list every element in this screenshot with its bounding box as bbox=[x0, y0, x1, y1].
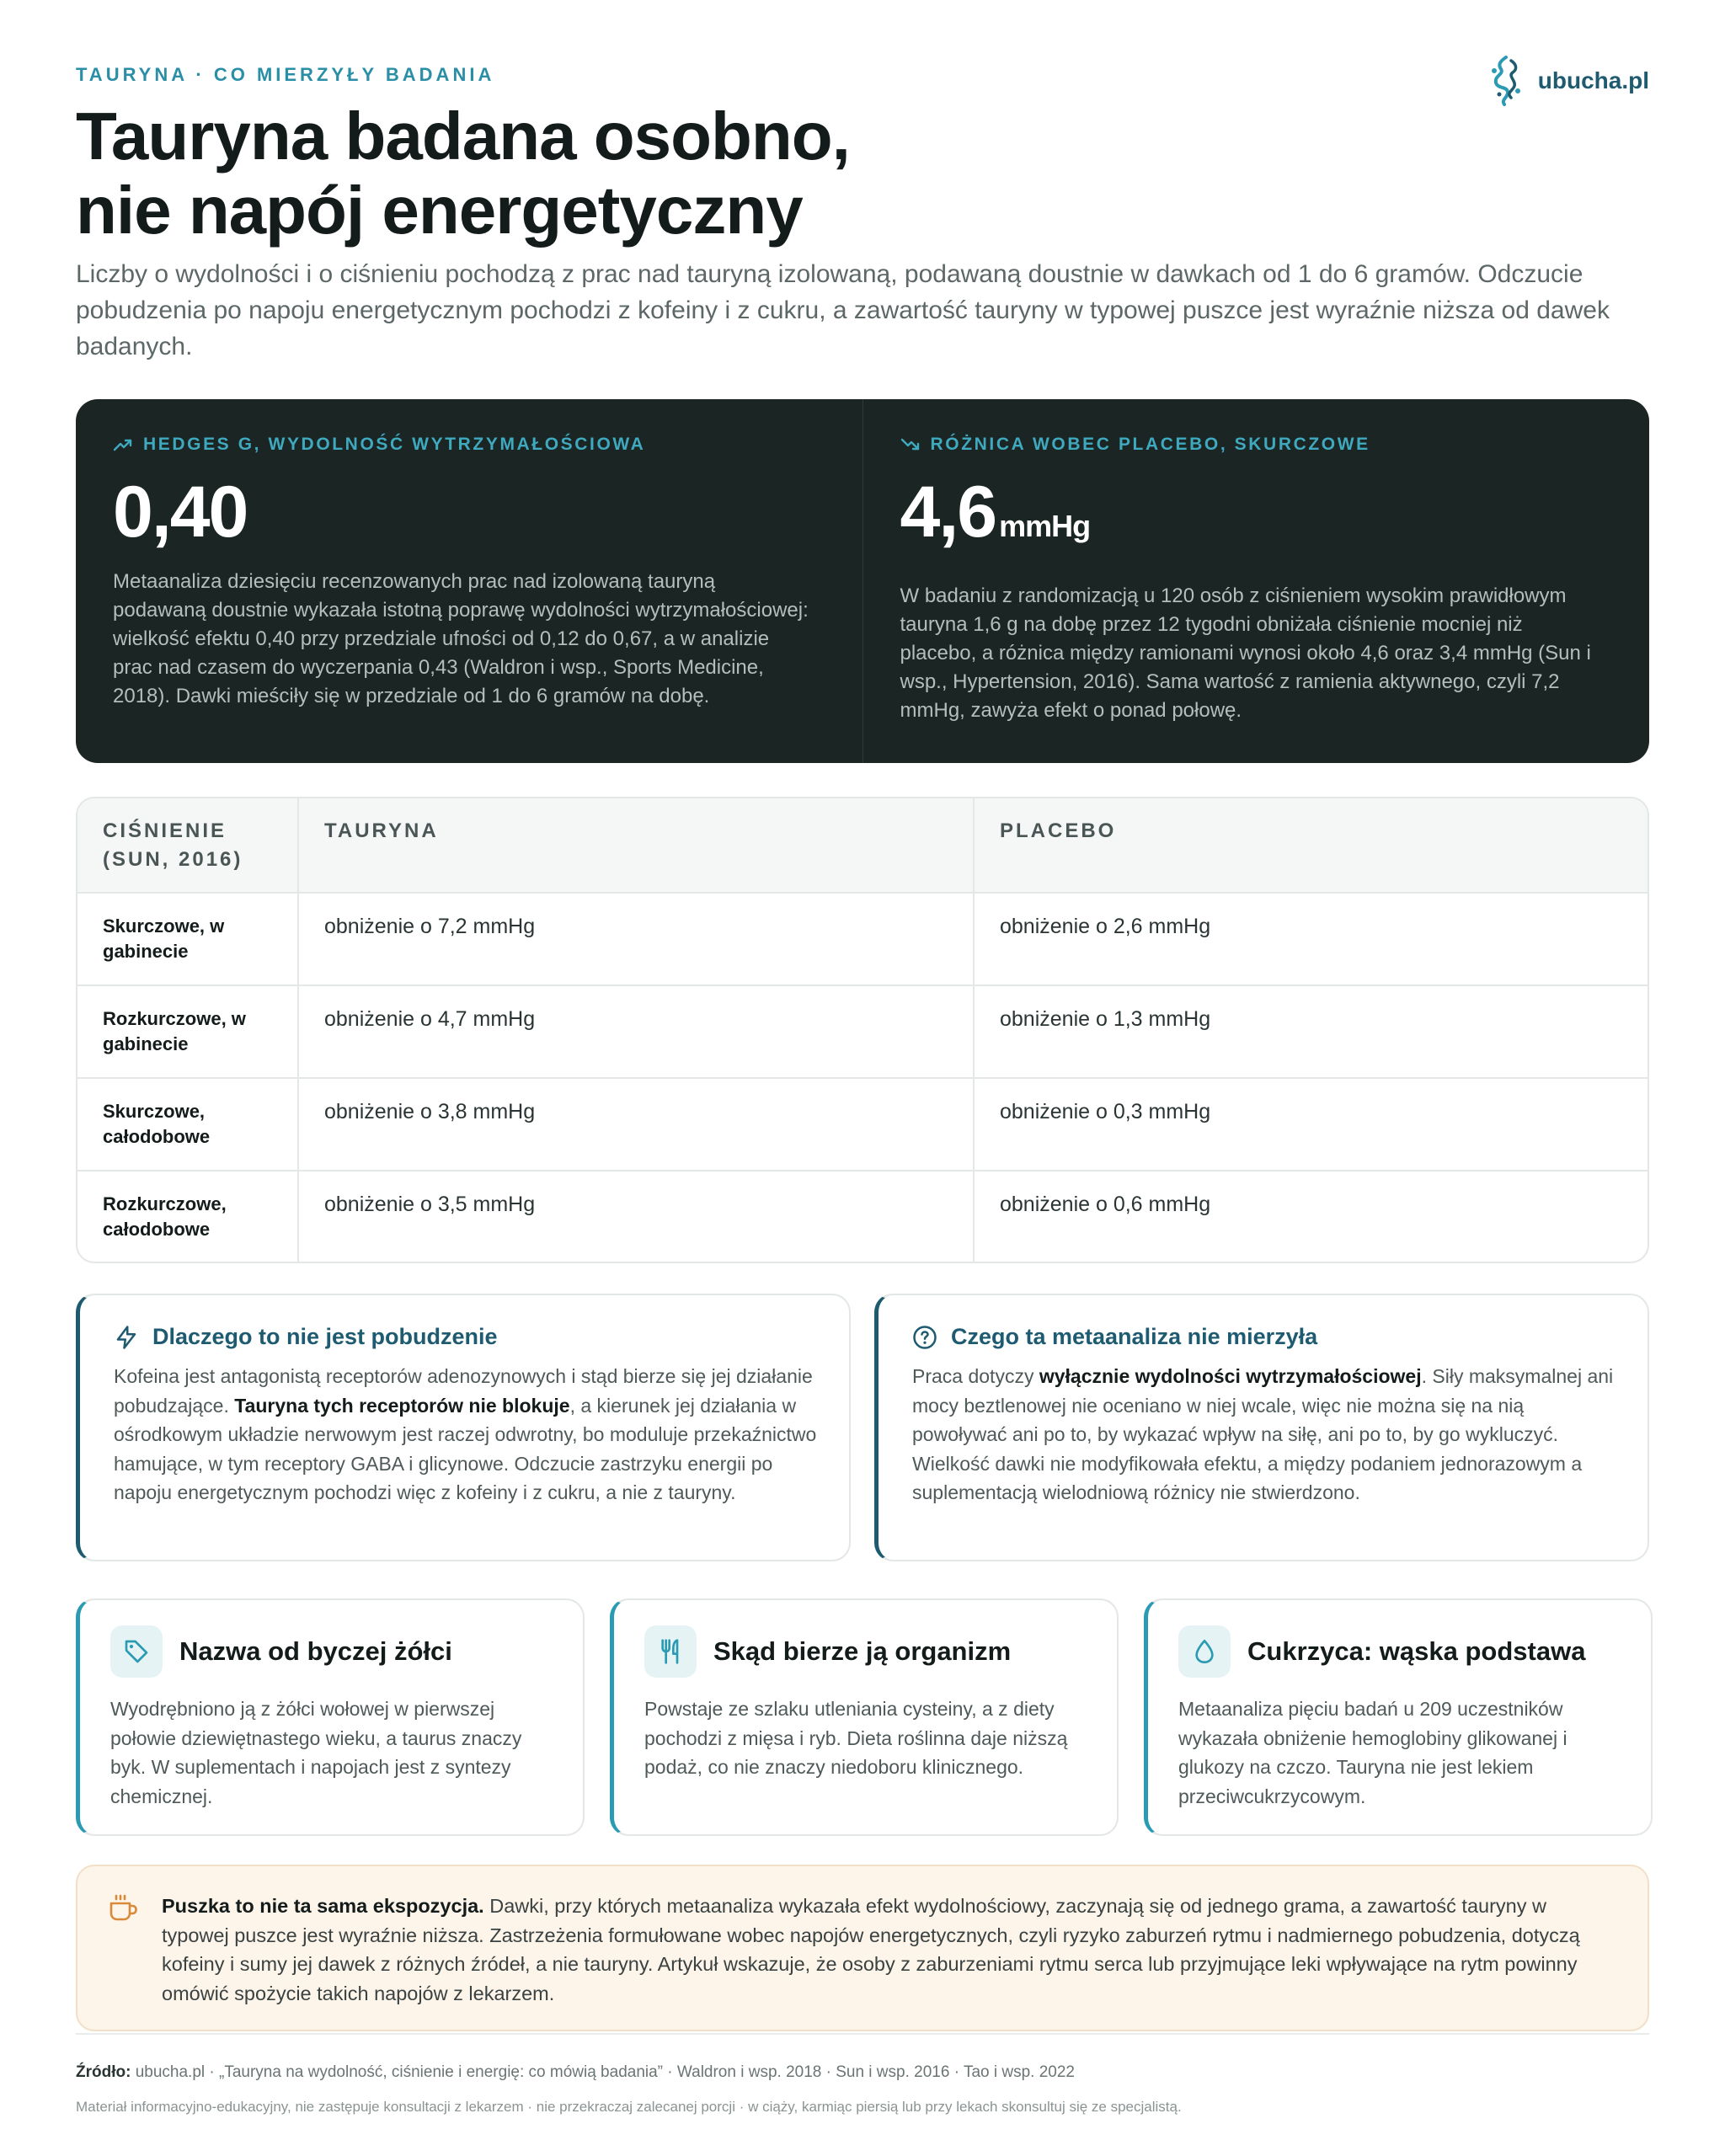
coffee-cup-icon bbox=[108, 1893, 140, 1922]
card-icon-box bbox=[110, 1625, 163, 1678]
stat-value-number: 4,6 bbox=[900, 472, 996, 552]
placebo-cell: obniżenie o 0,3 mmHg bbox=[974, 1078, 1648, 1171]
trending-down-icon bbox=[900, 436, 921, 453]
card-icon-box bbox=[644, 1625, 697, 1678]
callout-not-stimulation bbox=[76, 1294, 851, 1561]
card-title: Cukrzyca: wąska podstawa bbox=[1247, 1636, 1586, 1666]
card-header bbox=[110, 1625, 554, 1678]
card-icon-box bbox=[1178, 1625, 1231, 1678]
row-label: Rozkurczowe, całodobowe bbox=[103, 1193, 227, 1240]
callout-not-measured bbox=[874, 1294, 1649, 1561]
column-header: PLACEBO bbox=[974, 798, 1648, 893]
warning-text bbox=[162, 1892, 1607, 2030]
table-row bbox=[77, 1078, 1648, 1171]
table-header-row bbox=[77, 798, 1648, 893]
placebo-cell: obniżenie o 2,6 mmHg bbox=[974, 893, 1648, 985]
callout-emphasis: Tauryna tych receptorów nie blokuje bbox=[234, 1394, 570, 1417]
card-header bbox=[1178, 1625, 1622, 1678]
callout-header bbox=[114, 1324, 819, 1350]
card-header bbox=[644, 1625, 1088, 1678]
pressure-table bbox=[76, 797, 1649, 1263]
callout-title: Czego ta metaanaliza nie mierzyła bbox=[951, 1324, 1318, 1349]
row-label: Skurczowe, całodobowe bbox=[77, 1078, 298, 1171]
column-header: TAURYNA bbox=[298, 798, 974, 893]
lightning-icon bbox=[114, 1325, 139, 1350]
callout-text: . Siły maksymalnej ani mocy beztlenowej nie oceniano w niej wcale, więc nie można się na nią powoływać ani po to, by wykazać wpływ na siłę, ani po to, by go wykluczyć. Wielkość dawki nie modyfikowała efektu, a między podaniem jednorazowym a suplementacją wielodniową różnicy nie stwierdzono. bbox=[912, 1365, 1614, 1503]
taurine-cell: obniżenie o 4,7 mmHg bbox=[298, 985, 974, 1078]
placebo-cell: obniżenie o 0,6 mmHg bbox=[974, 1171, 1648, 1263]
stats-panel bbox=[76, 399, 1649, 763]
stat-value bbox=[113, 473, 825, 551]
stat-label-text: HEDGES G, WYDOLNOŚĆ WYTRZYMAŁOŚCIOWA bbox=[143, 435, 646, 454]
source-text: ubucha.pl · „Tauryna na wydolność, ciśnienie i energię: co mówią badania” · Waldron i wsp. 2018 · Sun i wsp. 2016 · Tao i wsp. 2022 bbox=[131, 2063, 1075, 2081]
taurine-cell: obniżenie o 3,8 mmHg bbox=[298, 1078, 974, 1171]
callout-body bbox=[114, 1362, 819, 1508]
callout-text: , a kierunek jej działania w ośrodkowym układzie nerwowym jest raczej odwrotny, bo moduluje przekaźnictwo hamujące, w tym receptory GABA i glicynowe. Odczucie zastrzyku energii po napoju energetycznym pochodzi więc z kofeiny i z cukru, a nie z tauryny. bbox=[114, 1394, 817, 1503]
disclaimer: Materiał informacyjno-edukacyjny, nie zastępuje konsultacji z lekarzem · nie przekraczaj zalecanej porcji · w ciąży, karmiąc piersią lub przy lekach skonsultuj się ze specjalistą. bbox=[76, 2099, 1182, 2115]
callout-text: Praca dotyczy bbox=[912, 1365, 1039, 1387]
fork-knife-icon bbox=[657, 1638, 684, 1665]
eyebrow-label: TAURYNA · CO MIERZYŁY BADANIA bbox=[76, 64, 495, 85]
card-name-origin bbox=[76, 1598, 585, 1836]
row-label: Skurczowe, w gabinecie bbox=[77, 893, 298, 985]
stat-value bbox=[900, 473, 1613, 565]
stat-endurance bbox=[76, 399, 862, 763]
warning-body: Dawki, przy których metaanaliza wykazała efekt wydolnościowy, zaczynają się od jednego grama, a zawartość tauryny w typowej puszce jest wyraźnie niższa. Zastrzeżenia formułowane wobec napojów energetycznych, czyli ryzyko zaburzeń rytmu i nadmiernego pobudzenia, dotyczą kofeiny i sumy jej dawek z różnych źródeł, a nie tauryny. Artykuł wskazuje, że osoby z zaburzeniami rytmu serca lub przyjmujące leki wpływające na rytm powinny omówić spożycie takich napojów z lekarzem. bbox=[162, 1895, 1580, 2004]
card-body-source bbox=[610, 1598, 1119, 1836]
card-title: Skąd bierze ją organizm bbox=[713, 1636, 1012, 1666]
table-row bbox=[77, 893, 1648, 985]
stat-description: W badaniu z randomizacją u 120 osób z ciśnieniem wysokim prawidłowym tauryna 1,6 g na dobę przez 12 tygodni obniżała ciśnienie mocniej niż placebo, a różnica między ramionami wynosi około 4,6 oraz 3,4 mmHg (Sun i wsp., Hypertension, 2016). Sama wartość z ramienia aktywnego, czyli 7,2 mmHg, zawyża efekt o ponad połowę. bbox=[900, 584, 1591, 722]
stat-description: Metaanaliza dziesięciu recenzowanych prac nad izolowaną tauryną podawaną doustnie wykazała istotną poprawę wydolności wytrzymałościowej: wielkość efektu 0,40 przy przedziale ufności od 0,12 do 0,67, a w analizie prac nad czasem do wyczerpania 0,43 (Waldron i wsp., Sports Medicine, 2018). Dawki mieściły się w przedziale od 1 do 6 gramów na dobę. bbox=[113, 570, 809, 707]
card-title: Nazwa od byczej żółci bbox=[179, 1636, 452, 1666]
source-label: Źródło: bbox=[76, 2063, 131, 2081]
stat-value-number: 0,40 bbox=[113, 472, 248, 552]
row-label: Rozkurczowe, w gabinecie bbox=[77, 985, 298, 1078]
callout-body bbox=[912, 1362, 1617, 1508]
title-line-1: Tauryna badana osobno, bbox=[76, 99, 850, 173]
source-line bbox=[76, 2063, 1075, 2082]
trending-up-icon bbox=[113, 436, 133, 453]
stat-label-text: RÓŻNICA WOBEC PLACEBO, SKURCZOWE bbox=[930, 435, 1370, 454]
lede-paragraph: Liczby o wydolności i o ciśnieniu pochodzą z prac nad tauryną izolowaną, podawaną doustnie w dawkach od 1 do 6 gramów. Odczucie pobudzenia po napoju energetycznym pochodzi z kofeiny i z cukru, a zawartość tauryny w typowej puszce jest wyraźnie niższa od dawek badanych. bbox=[76, 260, 1610, 360]
callout-emphasis: wyłącznie wydolności wytrzymałościowej bbox=[1039, 1365, 1422, 1387]
callout-title: Dlaczego to nie jest pobudzenie bbox=[152, 1324, 498, 1349]
page-title bbox=[76, 99, 1255, 248]
footer-divider bbox=[76, 2033, 1649, 2035]
stat-blood-pressure bbox=[862, 399, 1650, 763]
placebo-cell: obniżenie o 1,3 mmHg bbox=[974, 985, 1648, 1078]
table-row bbox=[77, 1171, 1648, 1263]
card-body: Powstaje ze szlaku utleniania cysteiny, a z diety pochodzi z mięsa i ryb. Dieta roślinna daje niższą podaż, co nie znaczy niedoboru klinicznego. bbox=[644, 1698, 1068, 1778]
kombucha-scoby-icon bbox=[1486, 54, 1526, 108]
column-header: CIŚNIENIE (SUN, 2016) bbox=[77, 798, 298, 893]
title-line-2: nie napój energetyczny bbox=[76, 173, 803, 248]
card-body: Metaanaliza pięciu badań u 209 uczestników wykazała obniżenie hemoglobiny glikowanej i glukozy na czczo. Tauryna nie jest lekiem przeciwcukrzycowym. bbox=[1178, 1698, 1567, 1807]
table-row bbox=[77, 985, 1648, 1078]
stat-unit: mmHg bbox=[999, 509, 1091, 543]
stat-label bbox=[113, 435, 825, 455]
brand-name: ubucha.pl bbox=[1537, 67, 1649, 93]
droplet-icon bbox=[1191, 1638, 1218, 1665]
callout-header bbox=[912, 1324, 1617, 1350]
callout-text: Kofeina jest antagonistą receptorów adenozynowych i stąd bierze się jej działanie pobudzające. bbox=[114, 1365, 813, 1417]
stat-label bbox=[900, 435, 1613, 455]
card-diabetes bbox=[1144, 1598, 1653, 1836]
taurine-cell: obniżenie o 3,5 mmHg bbox=[298, 1171, 974, 1263]
question-circle-icon bbox=[912, 1325, 937, 1350]
card-body: Wyodrębniono ją z żółci wołowej w pierwszej połowie dziewiętnastego wieku, a taurus znaczy byk. W suplementach i napojach jest z syntezy chemicznej. bbox=[110, 1698, 522, 1807]
taurine-cell: obniżenie o 7,2 mmHg bbox=[298, 893, 974, 985]
can-exposure-warning bbox=[76, 1865, 1649, 2031]
tag-icon bbox=[123, 1638, 150, 1665]
warning-emphasis: Puszka to nie ta sama ekspozycja. bbox=[162, 1895, 484, 1917]
brand-logo[interactable] bbox=[1486, 54, 1649, 108]
